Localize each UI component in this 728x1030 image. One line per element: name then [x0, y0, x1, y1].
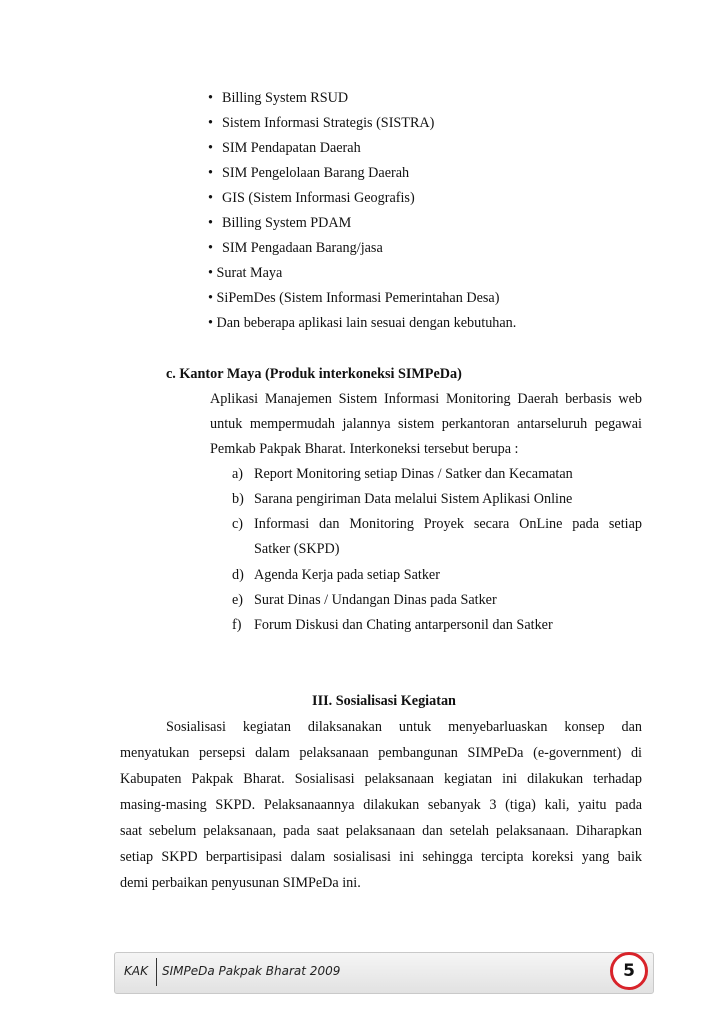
- footer-title: SIMPeDa Pakpak Bharat 2009: [162, 964, 341, 978]
- bullet-item: • Billing System PDAM: [208, 215, 352, 231]
- bullet-item: • Sistem Informasi Strategis (SISTRA): [208, 115, 435, 131]
- section-title: III. Sosialisasi Kegiatan: [312, 693, 456, 709]
- paragraph-line: masing-masing SKPD. Pelaksanaannya dilakukan sebanyak 3 (tiga) kali, yaitu pada: [120, 797, 642, 813]
- list-item-text: Informasi dan Monitoring Proyek secara OnLine pada setiap: [254, 516, 642, 532]
- list-item: a) Report Monitoring setiap Dinas / Satker dan Kecamatan: [232, 466, 573, 482]
- paragraph-line: saat sebelum pelaksanaan, pada saat pelaksanaan dan setelah pelaksanaan. Diharapkan: [120, 823, 642, 839]
- paragraph-line: Pemkab Pakpak Bharat. Interkoneksi tersebut berupa :: [210, 441, 519, 457]
- paragraph-line: demi perbaikan penyusunan SIMPeDa ini.: [120, 875, 361, 891]
- bullet-item: • SIM Pengelolaan Barang Daerah: [208, 165, 410, 181]
- bullet-item: • Surat Maya: [208, 265, 283, 281]
- bullet-item: • Dan beberapa aplikasi lain sesuai dengan kebutuhan.: [208, 315, 517, 331]
- list-item: e) Surat Dinas / Undangan Dinas pada Satker: [232, 592, 497, 608]
- bullet-item: • Billing System RSUD: [208, 90, 349, 106]
- list-item: d) Agenda Kerja pada setiap Satker: [232, 567, 440, 583]
- paragraph-line: Aplikasi Manajemen Sistem Informasi Monitoring Daerah berbasis web: [210, 391, 642, 407]
- paragraph-line: untuk mempermudah jalannya sistem perkantoran antarseluruh pegawai: [210, 416, 642, 432]
- section-heading: c. Kantor Maya (Produk interkoneksi SIMPeDa): [166, 366, 462, 382]
- list-item-continuation: Satker (SKPD): [254, 541, 340, 557]
- paragraph-line: menyatukan persepsi dalam pelaksanaan pembangunan SIMPeDa (e-government) di: [120, 745, 642, 761]
- bullet-item: • SIM Pengadaan Barang/jasa: [208, 240, 383, 256]
- bullet-item: • SIM Pendapatan Daerah: [208, 140, 361, 156]
- bullet-item: • GIS (Sistem Informasi Geografis): [208, 190, 415, 206]
- bullet-item: • SiPemDes (Sistem Informasi Pemerintahan Desa): [208, 290, 500, 306]
- footer-kak-label: KAK: [124, 964, 148, 978]
- list-item-label: c): [232, 516, 244, 532]
- page-number-badge: 5: [610, 952, 648, 990]
- footer-divider: [156, 958, 157, 986]
- paragraph-line: setiap SKPD berpartisipasi dalam sosialisasi ini sehingga tercipta koreksi yang baik: [120, 849, 642, 865]
- list-item: f) Forum Diskusi dan Chating antarpersonil dan Satker: [232, 617, 553, 633]
- list-item: b) Sarana pengiriman Data melalui Sistem Aplikasi Online: [232, 491, 573, 507]
- paragraph-line: Sosialisasi kegiatan dilaksanakan untuk menyebarluaskan konsep dan: [166, 719, 642, 735]
- paragraph-line: Kabupaten Pakpak Bharat. Sosialisasi pelaksanaan kegiatan ini dilakukan terhadap: [120, 771, 642, 787]
